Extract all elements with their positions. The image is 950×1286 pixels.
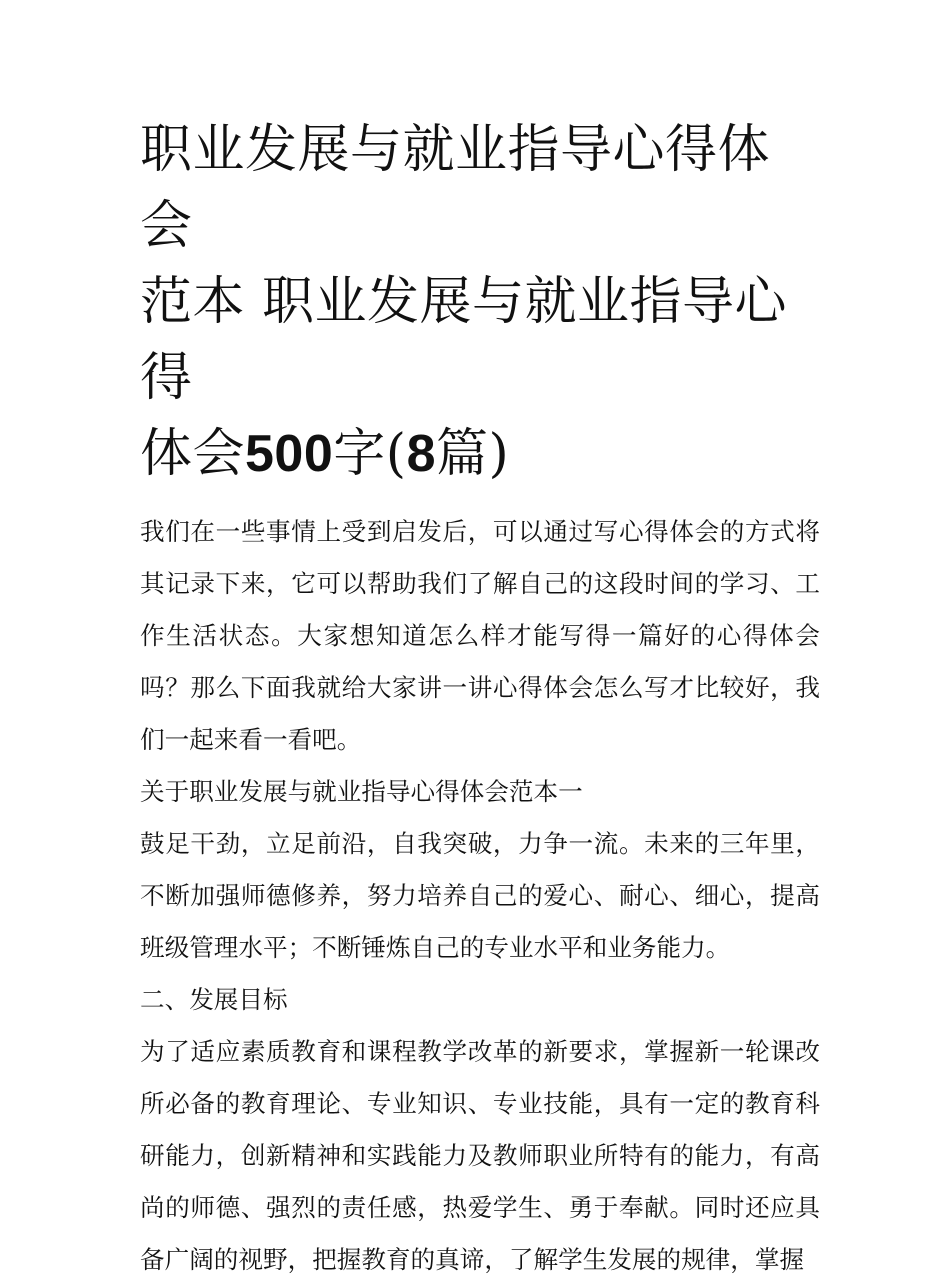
title-line-3-prefix: 体会: [140, 424, 246, 484]
title-line-3-suffix: 篇): [436, 424, 510, 484]
title-line-3-mid: 字(: [333, 424, 407, 484]
document-title: [140, 112, 820, 492]
title-line-2: 范本 职业发展与就业指导心得: [140, 272, 788, 408]
section-heading-sample-one: 关于职业发展与就业指导心得体会范本一: [140, 777, 583, 806]
section-heading-goals: 二、发展目标: [140, 985, 288, 1014]
paragraph-intro: 我们在一些事情上受到启发后，可以通过写心得体会的方式将其记录下来，它可以帮助我们了解自己的这段时间的学习、工作生活状态。大家想知道怎么样才能写得一篇好的心得体会吗？那么下面我就给大家讲一讲心得体会怎么写才比较好，我们一起来看一看吧。: [140, 517, 820, 754]
title-line-1: 职业发展与就业指导心得体会: [140, 120, 771, 256]
paragraph-motto: 鼓足干劲，立足前沿，自我突破，力争一流。未来的三年里，不断加强师德修养，努力培养自己的爱心、耐心、细心，提高班级管理水平；不断锤炼自己的专业水平和业务能力。: [140, 829, 820, 962]
document-body: [140, 506, 820, 1286]
title-word-count: 500: [245, 425, 334, 483]
paragraph-goals: 为了适应素质教育和课程教学改革的新要求，掌握新一轮课改所必备的教育理论、专业知识、专业技能，具有一定的教育科研能力，创新精神和实践能力及教师职业所特有的能力，有高尚的师德、强烈的责任感，热爱学生、勇于奉献。同时还应具备广阔的视野，把握教育的真谛，了解学生发展的规律，掌握: [140, 1037, 820, 1274]
document-page: [140, 112, 820, 1286]
title-article-count: 8: [406, 425, 436, 483]
